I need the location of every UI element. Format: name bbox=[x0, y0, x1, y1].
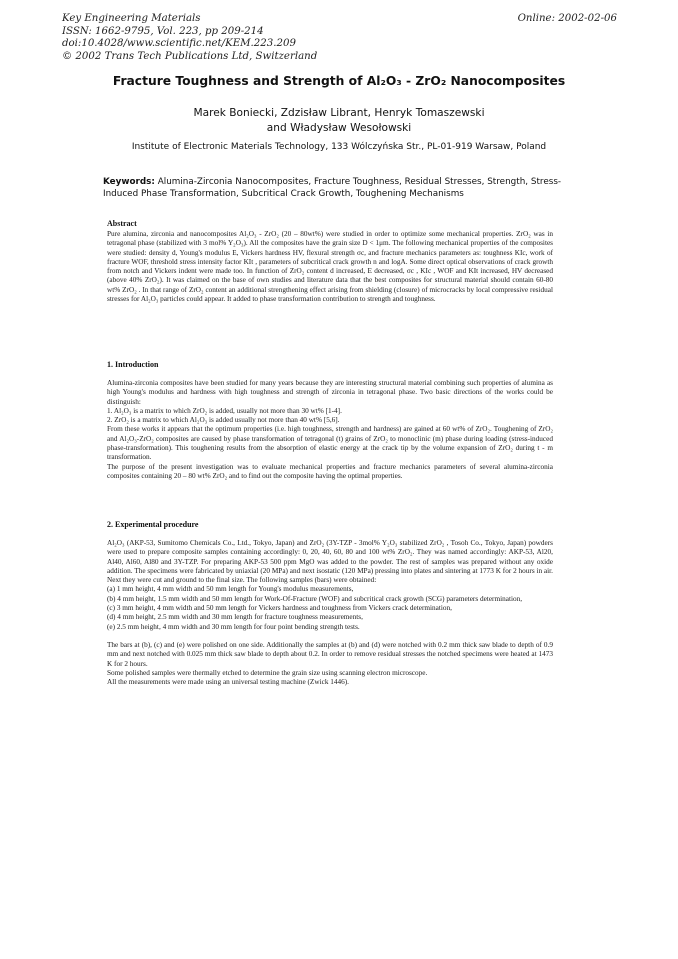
intro-paragraph-3: The purpose of the present investigation was to evaluate mechanical properties and fracture mechanics parameters of several alumina-zirconia composites containing 20 – 80 wt% ZrO₂ and to find out the composite having the optimal properties. bbox=[107, 462, 553, 480]
intro-section bbox=[107, 379, 553, 481]
experimental-paragraph-3: Some polished samples were thermally etched to determine the grain size using scanning electron microscope. bbox=[107, 668, 428, 677]
sample-item-c: (c) 3 mm height, 4 mm width and 50 mm length for Vickers hardness and toughness from Vickers crack determination, bbox=[107, 604, 452, 613]
authors-line-2: and Władysław Wesołowski bbox=[266, 121, 412, 134]
author-list bbox=[0, 106, 678, 135]
experimental-paragraph-2: The bars at (b), (c) and (e) were polished on one side. Additionally the samples at (b) and (d) were notched with 0.2 mm thick saw blade to depth of 0.9 mm and next notched with 0.025 mm thick saw blade to depth about 0.2. In order to remove residual stresses the notched specimens were heated at 1473 K for 2 hours. bbox=[107, 640, 553, 668]
authors-line-1: Marek Boniecki, Zdzisław Librant, Henryk Tomaszewski bbox=[193, 107, 485, 119]
intro-paragraph-2: From these works it appears that the optimum properties (i.e. high toughness, strength and hardness) are gained at 60 wt% of ZrO₂. Toughening of ZrO₂ and Al₂O₃-ZrO₂ composites are caused by phase transformation of tetragonal (t) grains of ZrO₂ to monoclinic (m) phase during loading (stress-induced phase-transformation). This toughening results from the absorption of elastic energy at the crack tip by the volume expansion of ZrO₂ during t - m transformation. bbox=[107, 425, 553, 462]
experimental-paragraph-4: All the measurements were made using an universal testing machine (Zwick 1446). bbox=[107, 678, 349, 687]
doi-line: doi:10.4028/www.scientific.net/KEM.223.209 bbox=[62, 38, 296, 50]
online-date: Online: 2002-02-06 bbox=[517, 13, 617, 24]
intro-heading: 1. Introduction bbox=[107, 360, 159, 369]
abstract-text: Pure alumina, zirconia and nanocomposites Al₂O₃ - ZrO₂ (20 – 80wt%) were studied in order to optimize some mechanical properties. ZrO₂ was in tetragonal phase (stabilized with 3 mol% Y₂O₃). All the composites have the grain size D < 1μm. The following mechanical properties of the composites were studied: density d, Young's modulus E, Vickers hardness HV, flexural strength σc, and fracture mechanics parameters as: toughness KIc, work of fracture WOF, threshold stress intensity factor KIt , parameters of subcritical crack growth n and logA. Some direct optical observations of crack growth from notch and Vickers indent were made too. In function of ZrO₂ content d increased, E decreased, σc , KIc , WOF and KIt increased, HV decreased (above 40% ZrO₂). It was claimed on the base of own studies and literature data that the best composites for structural material should contain 60-80 wt% ZrO₂ . In that range of ZrO₂ content an additional strengthening effect arising from shielding (closure) of microcracks by local compressive residual stresses for Al₂O₃ particles could appear. It added to phase transformation contribution to strength and toughness. bbox=[107, 230, 553, 304]
keywords-text: Alumina-Zirconia Nanocomposites, Fracture Toughness, Residual Stresses, Strength, Stress-Induced Phase Transformation, Subcritical Crack Growth, Toughening Mechanisms bbox=[103, 177, 562, 200]
sample-item-a: (a) 1 mm height, 4 mm width and 50 mm length for Young's modulus measurements, bbox=[107, 585, 354, 594]
intro-list-item-1: 1. Al₂O₃ is a matrix to which ZrO₂ is added, usually not more than 30 wt% [1-4]. bbox=[107, 406, 342, 415]
keywords-block bbox=[103, 176, 573, 200]
experimental-heading: 2. Experimental procedure bbox=[107, 520, 199, 529]
sample-item-e: (e) 2.5 mm height, 4 mm width and 30 mm length for four point bending strength tests. bbox=[107, 622, 360, 631]
keywords-label: Keywords: bbox=[103, 177, 155, 187]
affiliation: Institute of Electronic Materials Technology, 133 Wólczyńska Str., PL-01-919 Warsaw, Poland bbox=[131, 142, 547, 152]
journal-name: Key Engineering Materials bbox=[62, 13, 201, 24]
journal-header bbox=[62, 13, 617, 63]
intro-paragraph-1: Alumina-zirconia composites have been studied for many years because they are interesting structural material combining such properties of alumina as high Young's modulus and hardness with high toughness and strength of zirconia in tetragonal phase. Two basic directions of the works could be distinguish: bbox=[107, 379, 553, 406]
sample-item-d: (d) 4 mm height, 2.5 mm width and 30 mm length for fracture toughness measurements, bbox=[107, 613, 363, 622]
experimental-paragraph-1: Al₂O₃ (AKP-53, Sumitomo Chemicals Co., Ltd., Tokyo, Japan) and ZrO₂ (3Y-TZP - 3mol% Y₂O₃ stabilized ZrO₂ , Tosoh Co., Tokyo, Japan) powders were used to prepare composite samples containing accordingly: 0, 20, 40, 60, 80 and 100 wt% ZrO₂. They was named accordingly: AKP-53, Al20, Al40, Al60, Al80 and 3Y-TZP. For preparing AKP-53 500 ppm MgO was added to the powder. The rest of samples was prepared without any oxide addition. The specimens were fabricated by uniaxial (20 MPa) and next isostatic (120 MPa) pressing into plates and sintering at 1773 K for 2 hours in air. Next they were cut and ground to the final size. The following samples (bars) were obtained: bbox=[107, 539, 553, 585]
sample-item-b: (b) 4 mm height, 1.5 mm width and 50 mm length for Work-Of-Fracture (WOF) and subcritical crack growth (SCG) parameters determination, bbox=[107, 594, 523, 603]
paper-title: Fracture Toughness and Strength of Al₂O₃ - ZrO₂ Nanocomposites bbox=[112, 74, 566, 88]
experimental-section bbox=[107, 539, 553, 687]
issn-line: ISSN: 1662-9795, Vol. 223, pp 209-214 bbox=[62, 25, 264, 37]
abstract-heading: Abstract bbox=[107, 219, 137, 228]
intro-list-item-2: 2. ZrO₂ is a matrix to which Al₂O₃ is added usually not more than 40 wt% [5,6]. bbox=[107, 416, 340, 425]
copyright-line: © 2002 Trans Tech Publications Ltd, Switzerland bbox=[62, 50, 318, 62]
